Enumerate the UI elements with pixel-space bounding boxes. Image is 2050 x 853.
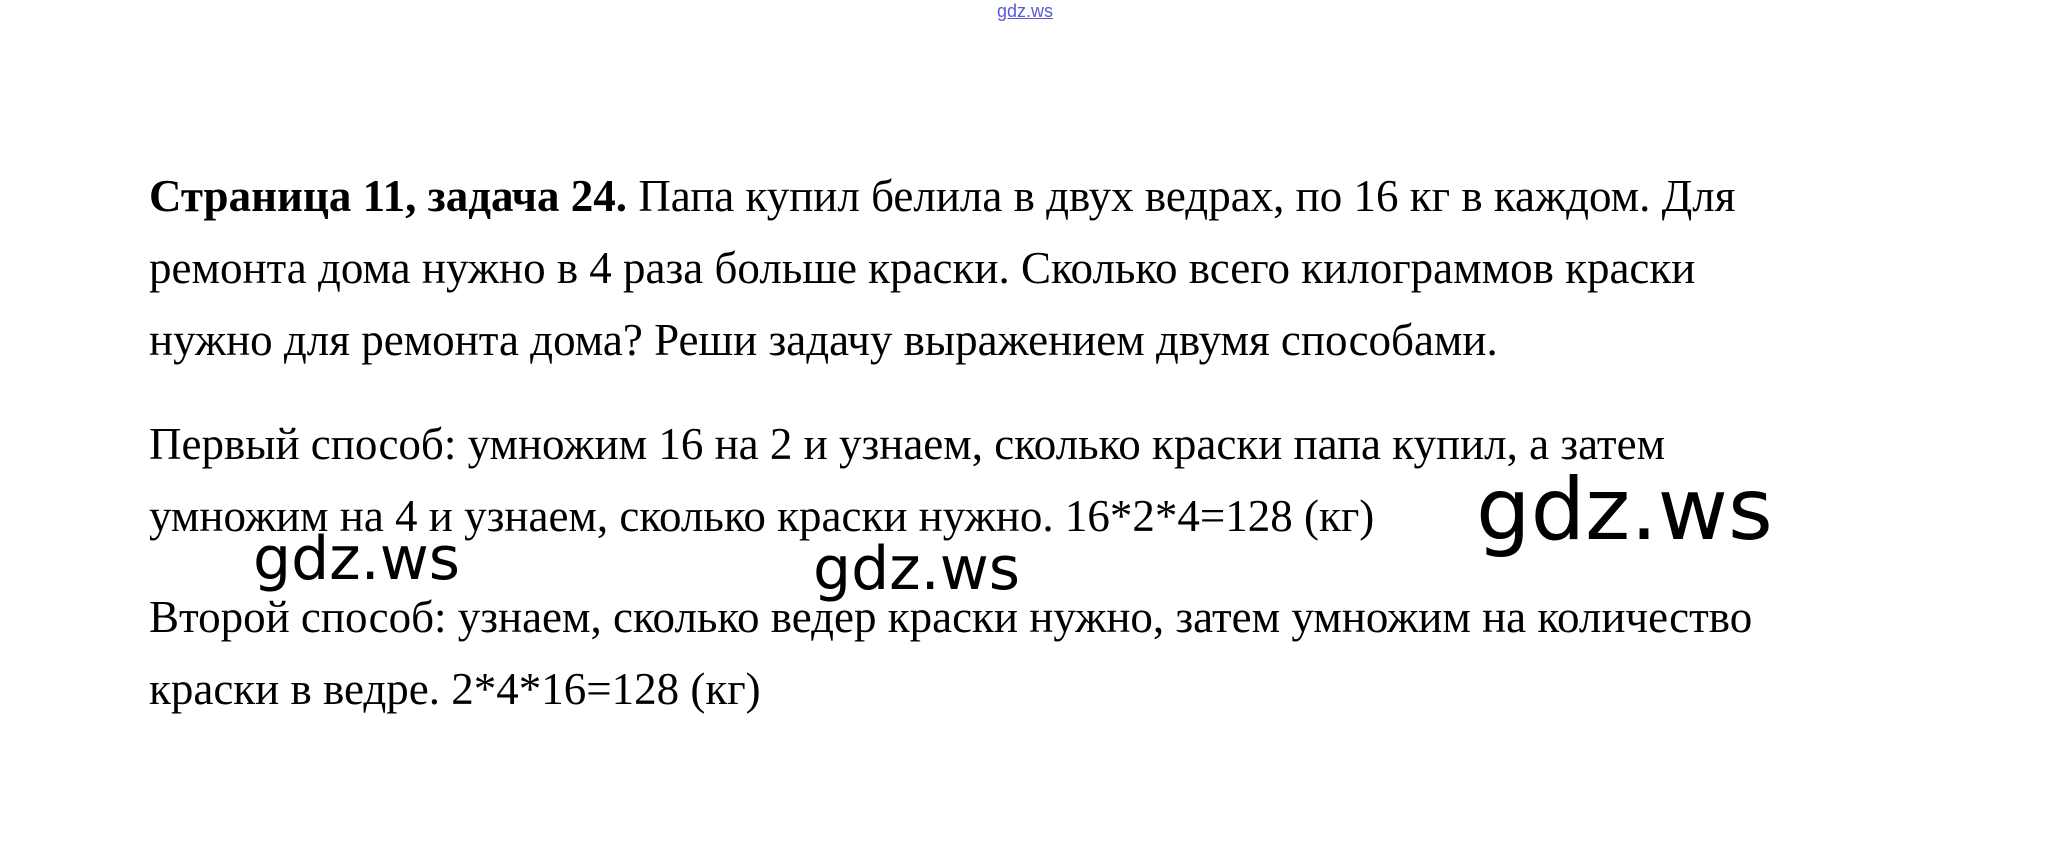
- site-link[interactable]: gdz.ws: [996, 1, 1054, 21]
- watermark-large: gdz.ws: [1476, 460, 1773, 560]
- task-line-3: нужно для ремонта дома? Реши задачу выражением двумя способами.: [149, 315, 1498, 365]
- task-line-1: [149, 160, 1969, 232]
- first-method-line-2: умножим на 4 и узнаем, сколько краски нужно. 16*2*4=128 (кг): [149, 491, 1375, 541]
- second-method-line-1: Второй способ: узнаем, сколько ведер краски нужно, затем умножим на количество: [149, 592, 1753, 642]
- task-line-2: ремонта дома нужно в 4 раза больше краски. Сколько всего килограммов краски: [149, 243, 1696, 293]
- task-heading: Страница 11, задача 24.: [149, 171, 628, 221]
- first-method-line-1: Первый способ: умножим 16 на 2 и узнаем, сколько краски папа купил, а затем: [149, 419, 1666, 469]
- watermark-center: gdz.ws: [813, 534, 1021, 604]
- task-line-1-text: Папа купил белила в двух ведрах, по 16 кг в каждом. Для: [627, 171, 1736, 221]
- task-statement: [149, 160, 1969, 376]
- document-body: [149, 160, 1969, 725]
- second-method-line-2: краски в ведре. 2*4*16=128 (кг): [149, 664, 761, 714]
- second-method: [149, 581, 1969, 725]
- watermark-left: gdz.ws: [253, 524, 461, 594]
